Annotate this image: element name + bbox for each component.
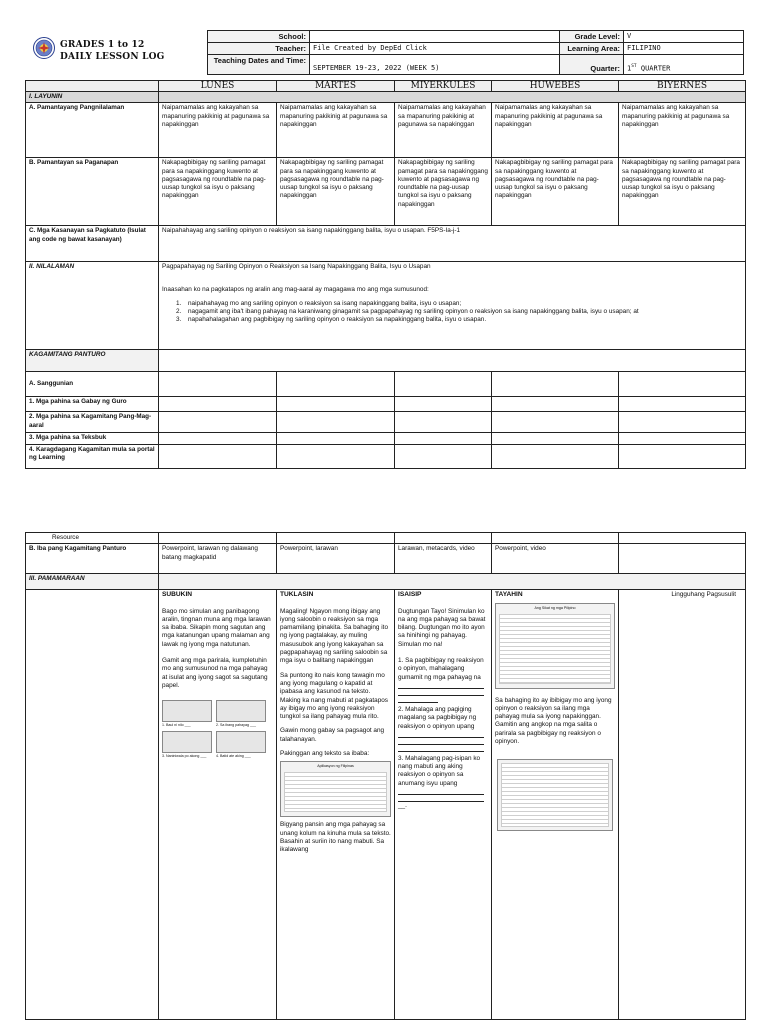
kagamitan-huwebes: Powerpoint, video: [492, 544, 619, 574]
portal-learning-label: 4. Karagdagang Kagamitan mula sa portal ng Learning: [26, 444, 159, 468]
paganapan-huwebes: Nakapagbibigay ng sariling pamagat para sa napakinggang kuwento at pagsasagawa ng roundtable na pag-uusap tungkol sa isyu o paksang napakinggan: [492, 158, 619, 226]
pangnilalaman-martes: Naipamamalas ang kakayahan sa mapanuring pakikinig at pagunawa sa napakinggan: [277, 103, 395, 158]
paganapan-miyerkules: Nakapagbibigay ng sariling pamagat para sa napakinggang kuwento at pagsasagawa ng roundtable na pag-uusap tungkol sa isyu o paksang napakinggan: [395, 158, 492, 226]
pangnilalaman-lunes: Naipamamalas ang kakayahan sa mapanuring pakikinig at pagunawa sa napakinggan: [159, 103, 277, 158]
isaisip-end: __.: [398, 802, 407, 810]
day-header-martes: MARTES: [277, 81, 395, 92]
teacher-label: Teacher:: [208, 43, 310, 55]
tayahin-worksheet: [497, 759, 613, 831]
resource-label: Resource: [26, 533, 159, 544]
subukin-cell: [159, 590, 277, 1020]
pamantayan-paganapan-label: B. Pamantayan sa Paganapan: [26, 158, 159, 226]
picture-item: 3. Naniniwala po akong ___: [162, 731, 212, 758]
section-kagamitan: KAGAMITANG PANTURO: [26, 350, 159, 372]
subukin-intro: Bago mo simulan ang panibagong aralin, tingnan muna ang mga larawan sa ibaba. Sikapin mong sagutan ang mga katanungan upang malaman ang lawak ng iyong mga natutunan.: [162, 607, 271, 648]
tuklasin-heading: TUKLASIN: [280, 591, 314, 599]
section-nilalaman: II. NILALAMAN: [26, 262, 159, 350]
corner-cell: [26, 81, 159, 92]
pamamaraan-band: [159, 574, 746, 590]
grade-level-label: Grade Level:: [560, 31, 624, 43]
tuklasin-intro: Magaling! Ngayon mong ibigay ang iyong saloobin o reaksiyon sa mga pamamilang ipinakita. Sa bahaging ito ng iyong pagtalakay, ay muling masusubok ang iyong kakayahan sa pagpapahayag ng sariling saloobin sa mga isyu o balitang napakinggan: [280, 607, 389, 665]
answer-line: [398, 788, 484, 795]
brand-line-2: DAILY LESSON LOG: [60, 52, 165, 62]
answer-line: [398, 738, 484, 745]
isaisip-question-2: 2. Mahalaga ang pagiging magalang sa pagbibigay ng reaksiyon o opinyon upang: [398, 705, 477, 730]
teksbuk-label: 3. Mga pahina sa Teksbuk: [26, 433, 159, 444]
quarter-suffix: ST: [631, 63, 637, 69]
sanggunian-label: A. Sanggunian: [26, 372, 159, 397]
header-info-table: [207, 30, 744, 75]
kasanayan-text: Naipahahayag ang sariling opinyon o reaksiyon sa isang napakinggang balita, isyu o usapan. F5PS-Ia-j-1: [159, 226, 746, 262]
quarter-number: 1: [627, 64, 632, 72]
teacher-value: File Created by DepEd Click: [310, 43, 560, 55]
teaching-dates-value: SEPTEMBER 19-23, 2022 (WEEK 5): [310, 55, 560, 75]
section-layunin: I. LAYUNIN: [26, 92, 159, 103]
pamamaraan-row-label: [26, 590, 159, 1020]
school-label: School:: [208, 31, 310, 43]
illustration-picture: [162, 700, 212, 722]
kagamitan-band: [159, 350, 746, 372]
nilalaman-content: [159, 262, 746, 350]
tayahin-text-excerpt: [495, 603, 615, 689]
brand-line-1: GRADES 1 to 12: [60, 40, 145, 50]
pangnilalaman-biyernes: Naipamamalas ang kakayahan sa mapanuring pakikinig at pagunawa sa napakinggan: [619, 103, 746, 158]
answer-line: [398, 745, 484, 752]
iba-pang-kagamitan-label: B. Iba pang Kagamitang Panturo: [26, 544, 159, 574]
quarter-label: Quarter:: [560, 55, 624, 75]
illustration-picture: [216, 731, 266, 753]
paganapan-lunes: Nakapagbibigay ng sariling pamagat para sa napakinggang kuwento at pagsasagawa ng roundtable na pag-uusap tungkol sa isyu o paksang napakinggan: [159, 158, 277, 226]
day-header-lunes: LUNES: [159, 81, 277, 92]
isaisip-question-3: 3. Mahalagang pag-isipan ko nang mabuti ang aking reaksiyon o opinyon sa anumang isyu upang: [398, 754, 481, 787]
picture-item: 2. Sa ibang pahayag ___: [216, 700, 266, 727]
nilalaman-item: 2. nagagamit ang iba't ibang pahayag na karaniwang ginagamit sa pagpapahayag ng sariling opinyon o reaksiyon sa isang napakinggang balita, isyu o usapan; at: [176, 308, 639, 316]
learning-area-value: FILIPINO: [624, 43, 744, 55]
tuklasin-listen: Pakinggan ang teksto sa ibaba:: [280, 750, 370, 758]
section-pamamaraan: III. PAMAMARAAN: [26, 574, 159, 590]
kagamitan-lunes: Powerpoint, larawan ng dalawang batang magkapatid: [159, 544, 277, 574]
answer-line: [398, 731, 484, 738]
pangnilalaman-miyerkules: Naipamamalas ang kakayahan sa mapanuring pakikinig at pagunawa sa napakinggan: [395, 103, 492, 158]
answer-line: [398, 795, 484, 802]
tuklasin-instructions: Sa puntong ito nais kong tawagin mo ang iyong magulang o kapatid at ipabasa ang kasunod na teksto. Making ka nang mabuti at pagkatapos ay ibigay mo ang iyong reaksiyon tungkol sa ilang pahayag mula rito.: [280, 671, 389, 721]
kagamitan-martes: Powerpoint, larawan: [277, 544, 395, 574]
isaisip-cell: [395, 590, 492, 1020]
isaisip-heading: ISAISIP: [398, 591, 422, 599]
brand-title: [60, 39, 165, 63]
day-header-miyerkules: MIYERKULES: [395, 81, 492, 92]
paganapan-biyernes: Nakapagbibigay ng sariling pamagat para sa napakinggang kuwento at pagsasagawa ng roundtable na pag-uusap tungkol sa isyu o paksang napakinggan: [619, 158, 746, 226]
tayahin-heading: TAYAHIN: [495, 591, 523, 599]
kagamitan-biyernes: [619, 544, 746, 574]
layunin-band: [159, 92, 746, 103]
quarter-value: [624, 55, 744, 75]
nilalaman-item: 1. naipahahayag mo ang sariling opinyon o reaksiyon sa isang napakinggang balita, isyu o usapan;: [176, 299, 462, 307]
quarter-word: QUARTER: [636, 64, 671, 72]
kagamitan-miyerkules: Larawan, metacards, video: [395, 544, 492, 574]
answer-line: [398, 696, 438, 703]
pangnilalaman-huwebes: Naipamamalas ang kakayahan sa mapanuring pakikinig at pagunawa sa napakinggan: [492, 103, 619, 158]
day-header-huwebes: HUWEBES: [492, 81, 619, 92]
isaisip-question-1: 1. Sa pagbibigay ng reaksiyon o opinyon, mahalagang gumamit ng mga pahayag na: [398, 657, 484, 681]
dll-table-page-2: [25, 532, 746, 1020]
answer-line: [398, 682, 484, 689]
tuklasin-text-excerpt: [280, 761, 391, 817]
lingguhang-pagsusulit: Lingguhang Pagsusulit: [671, 591, 736, 599]
tuklasin-analysis: Bigyang pansin ang mga pahayag sa unang kolum na kinuha mula sa teksto. Basahin at suriin ito nang mabuti. Sa ikalawang: [280, 821, 391, 854]
nilalaman-intro: Inaasahan ko na pagkatapos ng aralin ang mag-aaral ay magagawa mo ang mga sumusunod:: [162, 285, 429, 293]
illustration-picture: [216, 700, 266, 722]
gabay-ng-guro-label: 1. Mga pahina sa Gabay ng Guro: [26, 397, 159, 412]
nilalaman-list: [176, 300, 742, 325]
excerpt-title: Aplikasyon ng Filipinas: [317, 764, 354, 769]
tuklasin-cell: [277, 590, 395, 1020]
subukin-instructions: Gamit ang mga parirala, kumpletuhin mo ang sumusunod na mga pahayag at isulat ang iyong sagot sa sagutang papel.: [162, 657, 268, 689]
grade-level-value: V: [624, 31, 744, 43]
pamantayang-pangnilalaman-label: A. Pamantayang Pangnilalaman: [26, 103, 159, 158]
biyernes-cell: [619, 590, 746, 1020]
subukin-heading: SUBUKIN: [162, 591, 193, 599]
picture-item: 1. Baul ni nilo ___: [162, 700, 212, 727]
nilalaman-item: 3. napahahalagahan ang pagbibigay ng sariling opinyon o reaksiyon sa napakinggang balita, isyu o usapan.: [176, 316, 487, 324]
kagamitang-pang-mag-aaral-label: 2. Mga pahina sa Kagamitang Pang-Mag-aaral: [26, 412, 159, 433]
school-value: [310, 31, 560, 43]
day-header-biyernes: BIYERNES: [619, 81, 746, 92]
kasanayan-label: C. Mga Kasanayan sa Pagkatuto (Isulat ang code ng bawat kasanayan): [26, 226, 159, 262]
illustration-picture: [162, 731, 212, 753]
subukin-picture-grid: [162, 700, 273, 758]
teaching-dates-label: Teaching Dates and Time:: [208, 55, 310, 75]
isaisip-intro: Dugtungan Tayo! Sinimulan ko na ang mga pahayag sa bawat bilang. Dugtungan mo ito ayon sa hinihingi ng pahayag. Simulan mo na!: [398, 607, 486, 648]
tayahin-instructions: Sa bahaging ito ay ibibigay mo ang iyong opinyon o reaksiyon sa ilang mga pahayag mula sa iyong napakinggan. Gamitin ang angkop na mga salita o parirala sa pagbibigay ng reaksiyon o opinyon.: [495, 696, 612, 746]
dll-table-page-1: [25, 80, 746, 469]
tayahin-cell: [492, 590, 619, 1020]
paganapan-martes: Nakapagbibigay ng sariling pamagat para sa napakinggang kuwento at pagsasagawa ng roundtable na pag-uusap tungkol sa isyu o paksang napakinggan: [277, 158, 395, 226]
picture-item: 4. Batid ate aking ___: [216, 731, 266, 758]
tuklasin-guide: Gawin mong gabay sa pagsagot ang talahanayan.: [280, 727, 385, 743]
deped-seal-icon: [33, 37, 55, 59]
tayahin-excerpt-title: Ang Sikat ng mga Pilipino: [534, 605, 576, 610]
answer-line: [398, 689, 484, 696]
nilalaman-topic: Pagpapahayag ng Sariling Opinyon o Reaksiyon sa Isang Napakinggang Balita, Isyu o Usapan: [162, 263, 431, 271]
learning-area-label: Learning Area:: [560, 43, 624, 55]
